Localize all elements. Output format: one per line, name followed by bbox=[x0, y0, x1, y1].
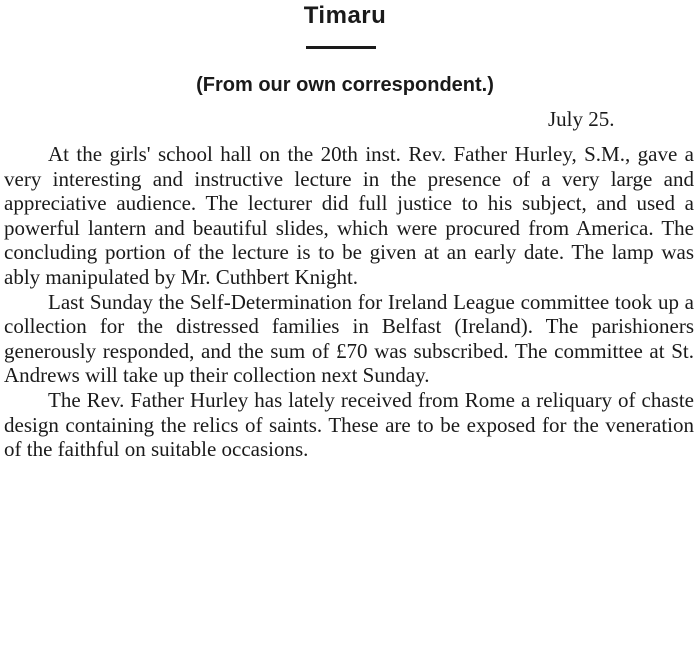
paragraph-reliquary: The Rev. Father Hurley has lately received from Rome a reliquary of chaste design containing the relics of saints. These are to be exposed for the veneration of the faithful on suitable occasions. bbox=[4, 387, 694, 462]
paragraph-collection: Last Sunday the Self-Determination for Ireland League committee took up a collection for the distressed families in Belfast (Ireland). The parishioners generously responded, and the sum of £70 was subscribed. The committee at St. Andrews will take up their collection next Sunday. bbox=[4, 289, 694, 388]
title-divider bbox=[306, 46, 376, 49]
article-body bbox=[4, 142, 694, 462]
article-title: Timaru bbox=[303, 2, 387, 29]
article-byline: (From our own correspondent.) bbox=[196, 74, 494, 96]
paragraph-lecture: At the girls' school hall on the 20th inst. Rev. Father Hurley, S.M., gave a very interesting and instructive lecture in the presence of a very large and appreciative audience. The lecturer did full justice to his subject, and used a powerful lantern and beautiful slides, which were procured from America. The concluding portion of the lecture is to be given at an early date. The lamp was ably manipulated by Mr. Cuthbert Knight. bbox=[4, 142, 694, 289]
article-date: July 25. bbox=[548, 107, 615, 131]
